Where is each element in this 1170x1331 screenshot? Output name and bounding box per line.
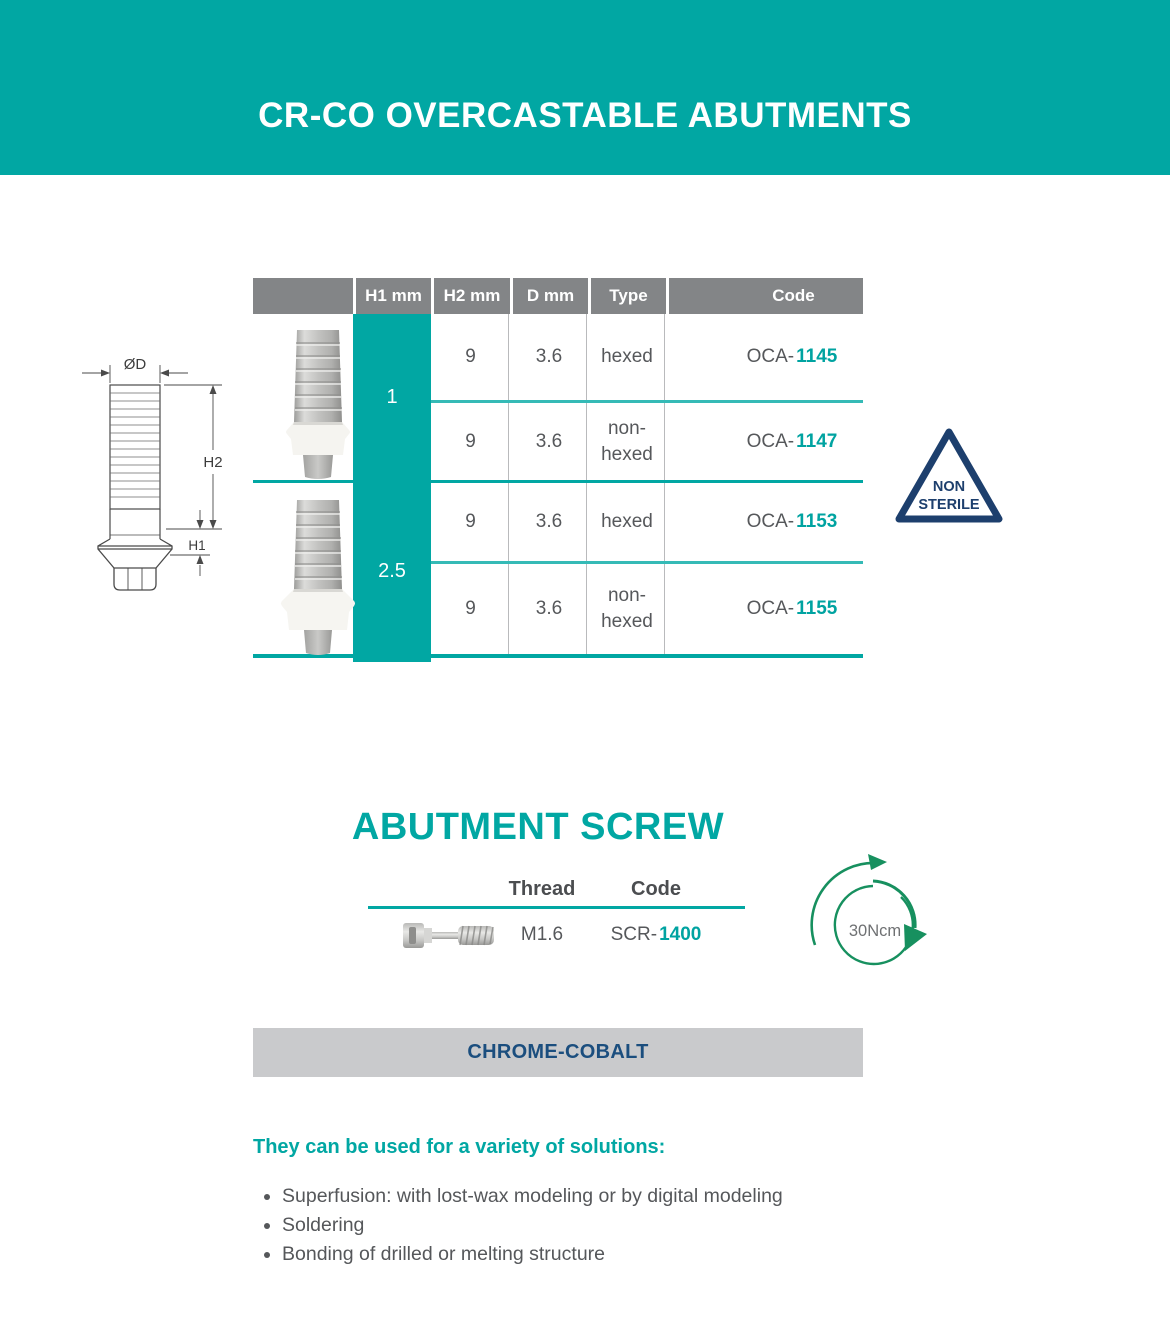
cell-type: hexed — [601, 346, 653, 368]
abutment-dimension-diagram — [70, 332, 245, 607]
header-band — [0, 0, 1170, 175]
code-number: 1145 — [796, 346, 838, 367]
torque-value-label: 30Ncm — [848, 922, 902, 940]
table-header-h2: H2 mm — [431, 278, 510, 314]
diagram-diameter-label: ØD — [123, 356, 147, 373]
code-number: 1400 — [659, 924, 702, 945]
material-banner: CHROME-COBALT — [253, 1028, 863, 1077]
list-item: • Bonding of drilled or melting structure — [282, 1240, 783, 1269]
diagram-h2-label: H2 — [203, 454, 223, 471]
code-number: 1155 — [796, 598, 838, 619]
screw-thread-header: Thread — [508, 878, 576, 900]
cell-code — [666, 564, 863, 654]
code-prefix: OCA- — [746, 430, 795, 452]
list-item: • Superfusion: with lost-wax modeling or by digital modeling — [282, 1182, 783, 1211]
abutment-photo-h1-1 — [277, 327, 359, 481]
solutions-heading: They can be used for a variety of solutions: — [253, 1136, 666, 1158]
solutions-list — [258, 1182, 783, 1269]
h1-group-value: 2.5 — [378, 559, 406, 582]
code-prefix: OCA- — [746, 346, 795, 367]
code-prefix: OCA- — [746, 511, 795, 532]
list-item: • Soldering — [282, 1211, 783, 1240]
code-prefix: SCR- — [610, 924, 658, 945]
cell-h2: 9 — [465, 598, 476, 619]
abutment-photo-h1-2.5 — [275, 497, 361, 657]
code-number: 1147 — [796, 430, 838, 452]
screw-code-value — [586, 924, 726, 946]
cell-type: non-hexed — [601, 417, 653, 465]
screw-code-header: Code — [631, 878, 681, 900]
table-header-image — [253, 278, 353, 314]
cell-h2: 9 — [465, 346, 476, 367]
page-title: CR-CO OVERCASTABLE ABUTMENTS — [258, 96, 912, 135]
cell-code — [666, 403, 863, 480]
diagram-h1-label: H1 — [188, 538, 206, 553]
cell-d: 3.6 — [535, 511, 563, 532]
cell-d: 3.6 — [535, 430, 563, 452]
non-sterile-icon — [893, 424, 1005, 526]
diagram-cylinder — [110, 385, 160, 509]
table-header-code: Code — [666, 278, 863, 314]
code-prefix: OCA- — [746, 598, 795, 619]
h1-group-value: 1 — [386, 385, 398, 408]
cell-type: hexed — [601, 511, 653, 533]
cell-h2: 9 — [465, 430, 476, 452]
non-sterile-line2: STERILE — [918, 497, 980, 513]
cell-type: non-hexed — [601, 585, 653, 632]
cell-code — [666, 314, 863, 400]
table-header-d: D mm — [510, 278, 588, 314]
code-number: 1153 — [796, 511, 838, 532]
screw-table-rule — [368, 906, 745, 909]
cell-code — [666, 483, 863, 561]
torque-30ncm-icon — [805, 850, 940, 980]
table-header-type: Type — [588, 278, 666, 314]
non-sterile-line1: NON — [932, 479, 966, 495]
screw-section-title: ABUTMENT SCREW — [351, 806, 725, 848]
cell-d: 3.6 — [535, 598, 563, 619]
cell-d: 3.6 — [535, 346, 563, 367]
screw-thread-value: M1.6 — [520, 924, 564, 945]
cell-h2: 9 — [465, 511, 476, 532]
table-header-h1: H1 mm — [353, 278, 431, 314]
